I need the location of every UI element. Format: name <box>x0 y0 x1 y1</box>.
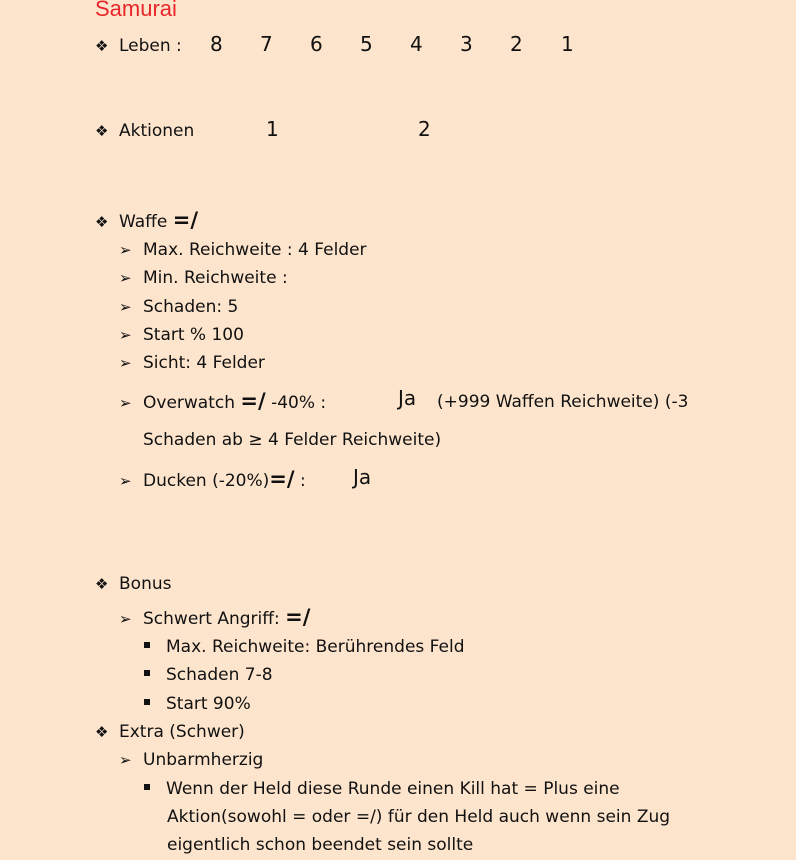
overwatch-label: Overwatch <box>143 393 235 413</box>
extra-desc-line: Aktion(sowohl = oder =/) für den Held auch wenn sein Zug <box>167 807 671 827</box>
bullet-icon: ❖ <box>95 575 109 593</box>
arrow-icon: ➢ <box>119 354 132 372</box>
waffe-overwatch <box>119 391 326 413</box>
leben-value: 2 <box>510 32 523 56</box>
overwatch-note-continued: Schaden ab ≥ 4 Felder Reichweite) <box>143 430 442 450</box>
action-symbol: =/ <box>269 467 295 491</box>
bonus-item-text: Max. Reichweite: Berührendes Feld <box>166 637 465 657</box>
waffe-ducken <box>119 469 306 491</box>
arrow-icon: ➢ <box>119 751 132 769</box>
bullet-icon: ❖ <box>95 723 109 741</box>
waffe-sicht <box>119 353 265 373</box>
square-bullet-icon <box>144 642 150 648</box>
bonus-row <box>95 574 171 594</box>
waffe-min-reichweite <box>119 268 288 288</box>
square-bullet-icon <box>144 784 150 790</box>
waffe-schaden <box>119 297 238 317</box>
start-text: Start % 100 <box>143 325 244 345</box>
square-bullet-icon <box>144 670 150 676</box>
waffe-row <box>95 210 198 232</box>
sicht-text: Sicht: 4 Felder <box>143 353 265 373</box>
action-symbol: =/ <box>240 389 266 413</box>
bullet-icon: ❖ <box>95 122 109 140</box>
arrow-icon: ➢ <box>119 298 132 316</box>
arrow-icon: ➢ <box>119 394 132 412</box>
waffe-start <box>119 325 244 345</box>
max-reichweite-text: Max. Reichweite : 4 Felder <box>143 240 367 260</box>
list-item <box>144 694 251 714</box>
list-item <box>144 665 273 685</box>
waffe-max-reichweite <box>119 240 367 260</box>
bonus-item-text: Schaden 7-8 <box>166 665 273 685</box>
unbarmherzig <box>119 750 263 770</box>
ducken-suffix: : <box>299 471 306 491</box>
arrow-icon: ➢ <box>119 241 132 259</box>
leben-value: 4 <box>410 32 423 56</box>
overwatch-note: (+999 Waffen Reichweite) (-3 <box>437 392 689 412</box>
bullet-icon: ❖ <box>95 37 109 55</box>
extra-label: Extra (Schwer) <box>119 722 245 742</box>
aktionen-row <box>95 121 194 141</box>
bonus-item-text: Start 90% <box>166 694 251 714</box>
leben-value: 6 <box>310 32 323 56</box>
aktionen-value: 1 <box>266 117 279 141</box>
leben-label: Leben : <box>119 36 182 56</box>
action-symbol: =/ <box>285 605 311 629</box>
arrow-icon: ➢ <box>119 610 132 628</box>
list-item <box>144 637 465 657</box>
action-symbol: =/ <box>172 208 198 232</box>
ducken-value: Ja <box>353 465 372 489</box>
bonus-label: Bonus <box>119 574 172 594</box>
extra-row <box>95 722 245 742</box>
arrow-icon: ➢ <box>119 472 132 490</box>
aktionen-value: 2 <box>418 117 431 141</box>
arrow-icon: ➢ <box>119 269 132 287</box>
extra-desc-line: Wenn der Held diese Runde einen Kill hat = Plus eine <box>166 779 620 799</box>
unbarmherzig-label: Unbarmherzig <box>143 750 264 770</box>
schaden-text: Schaden: 5 <box>143 297 239 317</box>
schwert-angriff <box>119 607 310 629</box>
leben-value: 1 <box>561 32 574 56</box>
overwatch-suffix: -40% : <box>271 393 327 413</box>
leben-value: 3 <box>460 32 473 56</box>
leben-value: 8 <box>210 32 223 56</box>
leben-value: 7 <box>260 32 273 56</box>
extra-desc-line: eigentlich schon beendet sein sollte <box>167 835 474 855</box>
overwatch-value: Ja <box>398 386 417 410</box>
ducken-label: Ducken (-20%) <box>143 471 270 491</box>
min-reichweite-text: Min. Reichweite : <box>143 268 288 288</box>
leben-value: 5 <box>360 32 373 56</box>
aktionen-label: Aktionen <box>119 121 195 141</box>
arrow-icon: ➢ <box>119 326 132 344</box>
leben-row <box>95 36 182 56</box>
list-item <box>144 779 620 799</box>
square-bullet-icon <box>144 699 150 705</box>
bullet-icon: ❖ <box>95 213 109 231</box>
waffe-label: Waffe <box>119 212 168 232</box>
schwert-label: Schwert Angriff: <box>143 609 280 629</box>
page-title: Samurai <box>95 0 177 21</box>
